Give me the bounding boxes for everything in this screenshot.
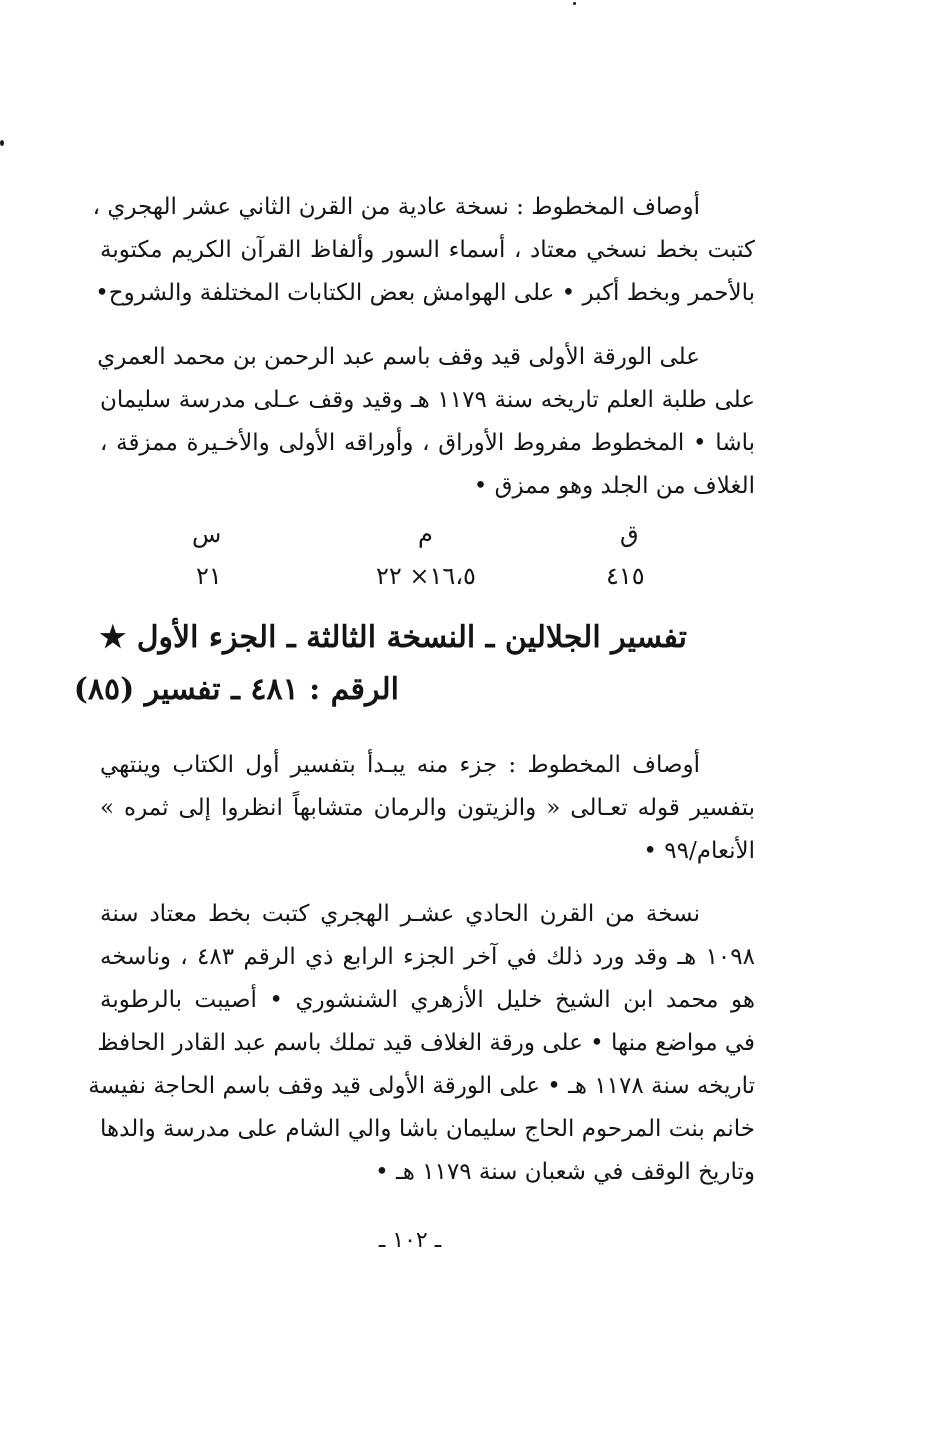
text-line: نسخة من القرن الحادي عشـر الهجري كتبت بخط معتاد سنة	[100, 901, 700, 927]
text-line: تاريخه سنة ١١٧٨ هـ • على الورقة الأولى قيد وقف باسم الحاجة نفيسة	[88, 1073, 755, 1099]
text-line: الأنعام/٩٩ •	[643, 838, 755, 864]
header-s: س	[192, 520, 222, 548]
manuscript-description-paragraph	[100, 744, 755, 873]
header-q: ق	[620, 520, 639, 548]
endowment-note-paragraph	[97, 336, 755, 508]
manuscript-description-paragraph	[92, 186, 755, 315]
text-line: أوصاف المخطوط : جزء منه يبـدأ بتفسير أول الكتاب وينتهي	[100, 752, 700, 778]
text-line: على الورقة الأولى قيد وقف باسم عبد الرحمن بن محمد العمري	[97, 344, 700, 370]
text-line: ١٠٩٨ هـ وقد ورد ذلك في آخر الجزء الرابع ذي الرقم ٤٨٣ ، وناسخه	[100, 944, 755, 970]
dimensions-value-row	[150, 562, 690, 602]
header-m: م	[418, 520, 433, 548]
text-line: هو محمد ابن الشيخ خليل الأزهري الشنشوري • أصيبت بالرطوبة	[100, 987, 755, 1013]
text-line: أوصاف المخطوط : نسخة عادية من القرن الثاني عشر الهجري ،	[92, 194, 700, 220]
text-line: باشا • المخطوط مفروط الأوراق ، وأوراقه الأولى والأخـيرة ممزقة ،	[100, 430, 755, 456]
value-m: ١٦،٥× ٢٢	[376, 562, 476, 590]
text-line: الغلاف من الجلد وهو ممزق •	[473, 473, 755, 499]
value-s: ٢١	[196, 562, 222, 590]
value-q: ٤١٥	[606, 562, 645, 590]
text-line: في مواضع منها • على ورقة الغلاف قيد تملك باسم عبد القادر الحافظ	[97, 1030, 755, 1056]
manuscript-title: تفسير الجلالين ـ النسخة الثالثة ـ الجزء الأول ★	[99, 620, 687, 655]
scan-speck	[573, 2, 576, 5]
text-line: خانم بنت المرحوم الحاج سليمان باشا والي الشام على مدرسة والدها	[100, 1116, 755, 1142]
dimensions-header-row	[150, 520, 690, 560]
text-line: وتاريخ الوقف في شعبان سنة ١١٧٩ هـ •	[375, 1159, 755, 1185]
text-line: على طلبة العلم تاريخه سنة ١١٧٩ هـ وقيد وقف عـلى مدرسة سليمان	[100, 387, 755, 413]
text-line: كتبت بخط نسخي معتاد ، أسماء السور وألفاظ القرآن الكريم مكتوبة	[100, 237, 755, 263]
page-number: ـ ١٠٢ ـ	[378, 1228, 442, 1253]
text-line: بالأحمر وبخط أكبر • على الهوامش بعض الكتابات المختلفة والشروح•	[95, 280, 755, 306]
scan-speck	[0, 140, 4, 146]
copy-history-paragraph	[88, 893, 755, 1194]
manuscript-reference-number: الرقم : ٤٨١ ـ تفسير (٨٥)	[73, 672, 399, 707]
text-line: بتفسير قوله تعـالى « والزيتون والرمان متشابهاً انظروا إلى ثمره »	[100, 795, 755, 821]
